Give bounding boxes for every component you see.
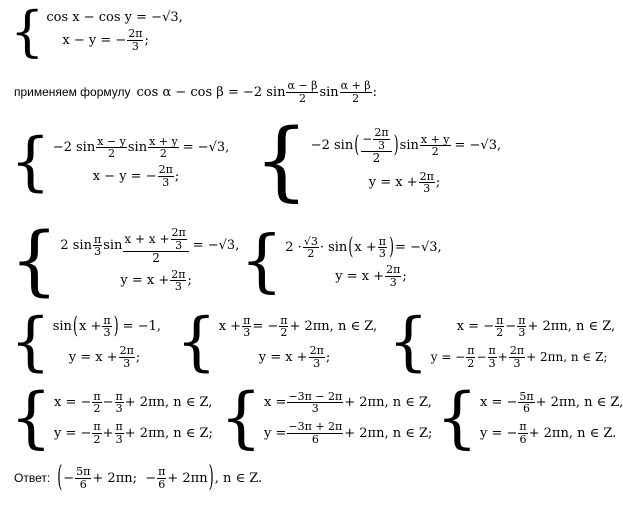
system-4-line-2: y = x + $\frac{2\pi}{3}$ ; <box>120 267 192 294</box>
system-1-line-2 <box>46 28 182 52</box>
left-brace: { <box>240 222 284 301</box>
left-brace: { <box>10 0 45 63</box>
fraction: $\frac{2\pi}{3}$ <box>128 27 143 53</box>
system-7-line-2: y = x + $\frac{2\pi}{3}$ ; <box>258 344 331 370</box>
answer-label: Ответ: <box>14 471 51 486</box>
expr: x − y = − <box>62 33 127 48</box>
formula-line <box>14 80 377 104</box>
system-6 <box>10 305 161 379</box>
system-7 <box>176 305 378 379</box>
formula-expression: cos α − cos β = −2 sin $\frac{\alpha - \beta}{2}$ sin $\frac{\alpha + \beta}{2}$ : <box>136 79 378 105</box>
system-1-line-1 <box>46 11 182 24</box>
left-brace: { <box>176 305 217 379</box>
system-3-line-2: y = x + $\frac{2\pi}{3}$ ; <box>368 169 441 196</box>
system-5-line-1: 2 · $\frac{√3}{2}$ · sin ( x + $\frac{\pi}{3}$ ) = −√3, <box>285 234 442 262</box>
system-2-line-1: −2 sin $\frac{x - y}{2}$ sin $\frac{x + y}{2}$ = −√3, <box>52 134 230 161</box>
system-10 <box>220 379 433 456</box>
system-6-line-2: y = x + $\frac{2\pi}{3}$ ; <box>68 344 141 370</box>
left-brace: { <box>388 305 429 379</box>
equation: cos x − cos y = −√3, <box>46 10 183 26</box>
system-10-line-1: x = $\frac{-3\pi - 2\pi}{3}$ + 2πn, n ∈ Z, <box>264 389 432 416</box>
system-11 <box>436 379 623 456</box>
system-9 <box>10 379 213 456</box>
system-11-line-2: y = − $\frac{\pi}{6}$ + 2πn, n ∈ Z. <box>480 420 617 446</box>
answer-line <box>14 461 263 495</box>
system-6-line-1: sin ( x + $\frac{\pi}{3}$ ) = −1, <box>52 313 161 341</box>
left-brace: { <box>10 305 51 379</box>
system-8 <box>388 305 616 379</box>
system-7-line-1: x + $\frac{\pi}{3}$ = − $\frac{\pi}{2}$ + 2πn, n ∈ Z, <box>218 313 378 340</box>
formula-text: применяем формулу <box>14 85 131 100</box>
system-4 <box>10 215 240 304</box>
left-brace: { <box>10 215 59 304</box>
system-11-line-1: x = − $\frac{5\pi}{6}$ + 2πn, n ∈ Z, <box>480 389 623 416</box>
system-10-line-2: y = $\frac{-3\pi + 2\pi}{6}$ + 2πn, n ∈ Z; <box>264 420 433 446</box>
expr: ; <box>144 33 149 48</box>
left-brace: { <box>10 379 52 456</box>
system-2-line-2: x − y = − $\frac{2\pi}{3}$ ; <box>92 163 180 189</box>
system-9-line-1: x = − $\frac{\pi}{2}$ − $\frac{\pi}{3}$ + 2πn, n ∈ Z, <box>54 389 213 416</box>
system-2 <box>10 125 230 199</box>
system-5-line-2: y = x + $\frac{2\pi}{3}$ ; <box>335 263 407 289</box>
system-3-line-1: −2 sin ( − $\frac{2\pi}{3}$ 2 ) sin $\frac{x + y}{2}$ = −√3, <box>310 126 502 166</box>
system-9-line-2: y = − $\frac{\pi}{2}$ + $\frac{\pi}{3}$ + 2πn, n ∈ Z; <box>54 420 213 446</box>
left-brace: { <box>10 125 51 199</box>
system-3 <box>254 111 502 211</box>
system-1 <box>10 0 183 63</box>
system-8-line-1: x = − $\frac{\pi}{2}$ − $\frac{\pi}{3}$ + 2πn, n ∈ Z, <box>456 313 616 340</box>
system-5 <box>240 222 442 301</box>
system-8-line-2: y = − $\frac{\pi}{2}$ − $\frac{\pi}{3}$ + $\frac{2\pi}{3}$ + 2πn, n ∈ Z; <box>430 344 608 370</box>
left-brace: { <box>254 111 309 211</box>
answer-expression: ( − $\frac{5\pi}{6}$ + 2πn; − $\frac{\pi}{6}$ + 2πn ) , n ∈ Z. <box>57 461 263 495</box>
left-brace: { <box>436 379 478 456</box>
system-4-line-1: 2 sin $\frac{\pi}{3}$ sin x + x + $\frac{2\pi}{3}$ 2 = −√3, <box>60 226 240 266</box>
left-brace: { <box>220 379 262 456</box>
